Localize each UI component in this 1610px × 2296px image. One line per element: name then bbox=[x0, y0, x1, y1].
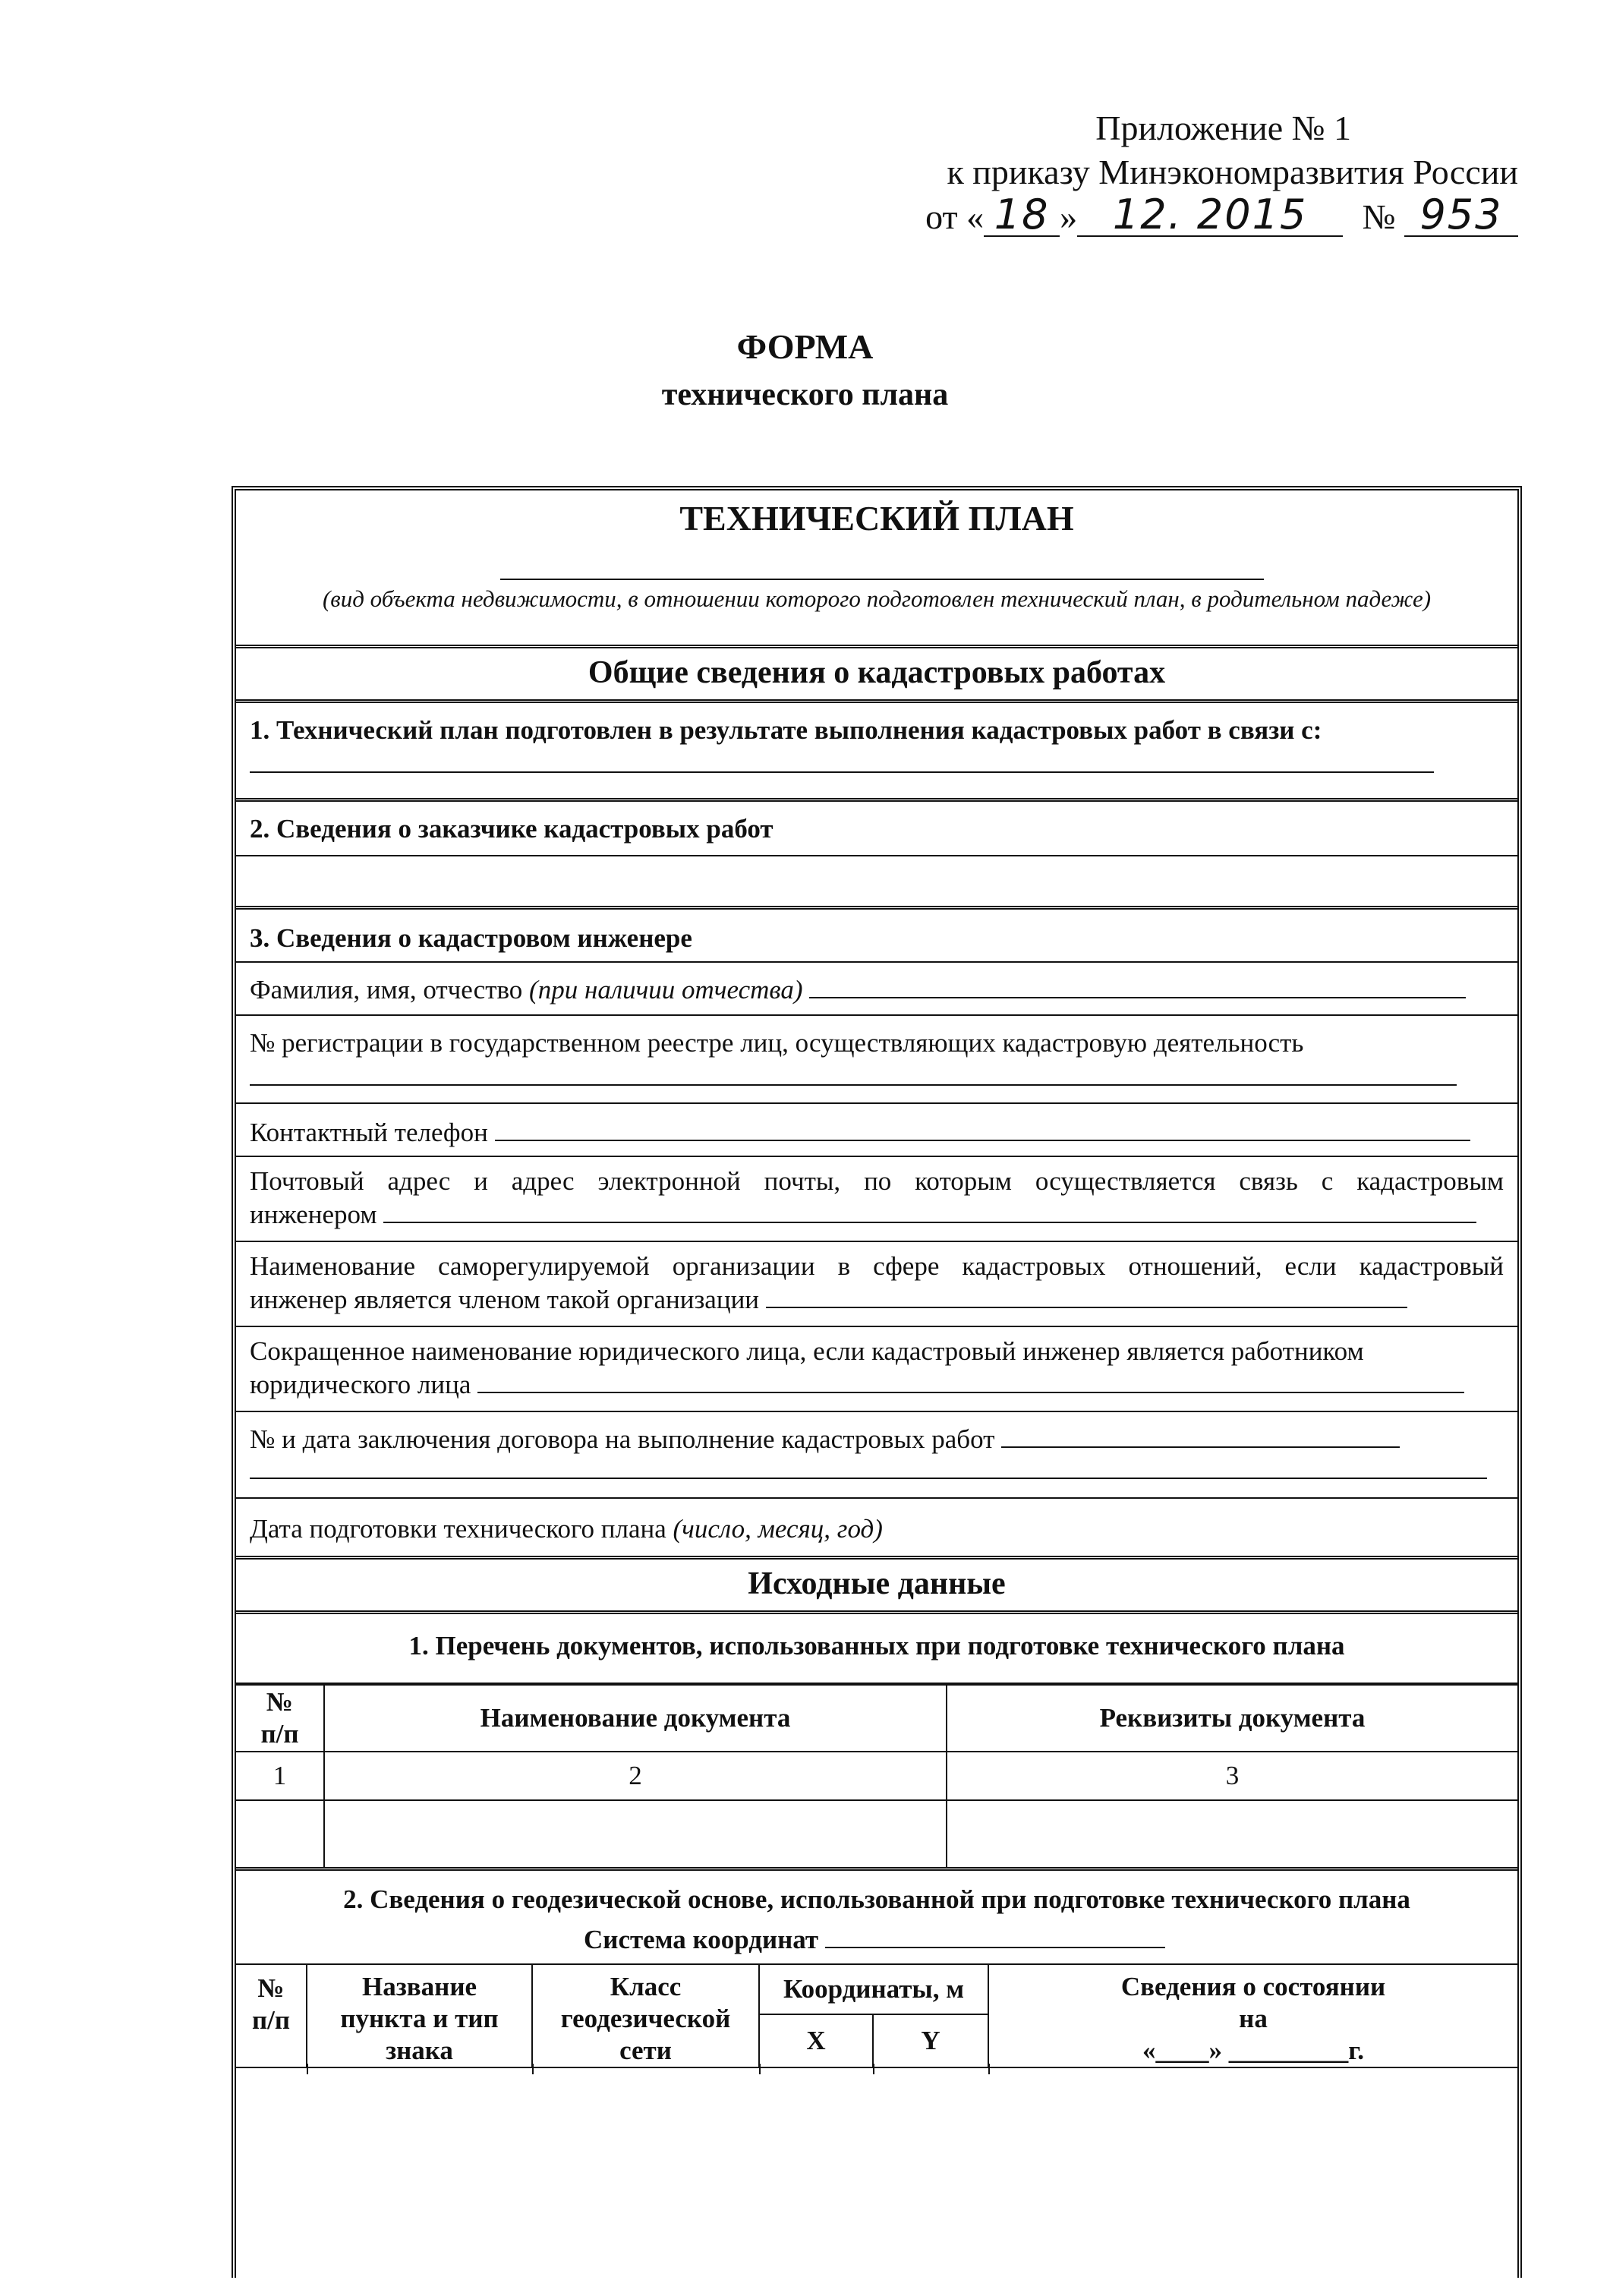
item-1-label: 1. Технический план подготовлен в результате выполнения кадастровых работ в связи с: bbox=[250, 715, 1322, 745]
geo-divider-4 bbox=[873, 2064, 874, 2074]
phone-label: Контактный телефон bbox=[250, 1118, 488, 1147]
item-2-header-row bbox=[236, 802, 1517, 856]
documents-header-row bbox=[236, 1685, 1517, 1752]
sro-line-2-wrap bbox=[250, 1283, 1504, 1317]
legal-line-1: Сокращенное наименование юридического лица, если кадастровый инженер является работником bbox=[250, 1336, 1364, 1366]
phone-row[interactable] bbox=[236, 1104, 1517, 1157]
sro-fill-line[interactable] bbox=[766, 1284, 1407, 1308]
geo-divider-5 bbox=[988, 2064, 990, 2074]
phone-text bbox=[250, 1116, 1504, 1150]
fio-label: Фамилия, имя, отчество bbox=[250, 975, 523, 1004]
reg-number-row[interactable] bbox=[236, 1016, 1517, 1104]
date-month-year-handwritten: 12. 2015 bbox=[1077, 194, 1343, 237]
geo-col-number-label: № п/п bbox=[251, 1973, 291, 2035]
postal-fill-line[interactable] bbox=[383, 1199, 1476, 1223]
doc-col-number-label: № п/п bbox=[260, 1687, 299, 1749]
general-heading-section bbox=[236, 648, 1517, 703]
geo-col-state-line-1: Сведения о состоянии bbox=[1120, 1972, 1386, 2001]
geo-col-x: X bbox=[759, 2014, 873, 2067]
documents-heading-row bbox=[236, 1614, 1517, 1684]
order-date-line bbox=[835, 191, 1518, 239]
postal-line-2: инженером bbox=[250, 1200, 377, 1229]
geo-col-number bbox=[236, 1964, 307, 2067]
geo-divider-1 bbox=[307, 2064, 308, 2074]
doc-num-1: 1 bbox=[236, 1752, 324, 1800]
date-mid: » bbox=[1060, 197, 1078, 236]
coord-system-line bbox=[584, 1924, 1165, 1955]
doc-empty-number[interactable] bbox=[236, 1800, 324, 1869]
geodetic-header-row-1 bbox=[236, 1964, 1517, 2014]
prep-date-text bbox=[250, 1512, 1504, 1546]
sro-row[interactable] bbox=[236, 1242, 1517, 1327]
technical-plan-form bbox=[232, 486, 1522, 2278]
item-1-section bbox=[236, 703, 1517, 802]
form-title: ФОРМА bbox=[736, 327, 874, 366]
geo-col-y: Y bbox=[873, 2014, 988, 2067]
item-3-header-row bbox=[236, 910, 1517, 963]
coord-system-fill-line[interactable] bbox=[825, 1924, 1165, 1948]
order-number-handwritten: 953 bbox=[1404, 194, 1518, 237]
geo-col-class: Класс геодезической сети bbox=[532, 1964, 759, 2067]
object-kind-line bbox=[500, 579, 1264, 580]
source-heading-section bbox=[236, 1560, 1517, 1614]
legal-line-2: юридического лица bbox=[250, 1370, 471, 1399]
item-2-value-row[interactable] bbox=[236, 856, 1517, 910]
approval-header bbox=[835, 106, 1518, 239]
doc-empty-name[interactable] bbox=[324, 1800, 947, 1869]
documents-empty-row[interactable] bbox=[236, 1800, 1517, 1869]
fio-row[interactable] bbox=[236, 963, 1517, 1016]
documents-number-row bbox=[236, 1752, 1517, 1800]
contract-row[interactable] bbox=[236, 1412, 1517, 1499]
legal-entity-row[interactable] bbox=[236, 1327, 1517, 1412]
contract-text bbox=[250, 1423, 1504, 1456]
appendix-label: Приложение № 1 bbox=[1095, 109, 1351, 147]
item-3-section bbox=[236, 910, 1517, 1314]
item-3-label: 3. Сведения о кадастровом инженере bbox=[250, 923, 692, 953]
geodetic-heading: 2. Сведения о геодезической основе, использованной при подготовке технического плана bbox=[343, 1884, 1410, 1914]
item-2-section bbox=[236, 802, 1517, 910]
phone-fill-line[interactable] bbox=[495, 1117, 1470, 1141]
date-day-handwritten: 18 bbox=[984, 194, 1060, 237]
fio-note: (при наличии отчества) bbox=[529, 975, 803, 1004]
order-reference: к приказу Минэкономразвития России bbox=[947, 153, 1518, 191]
plan-title: ТЕХНИЧЕСКИЙ ПЛАН bbox=[679, 499, 1074, 538]
item-2-label: 2. Сведения о заказчике кадастровых работ bbox=[250, 814, 773, 844]
legal-line-2-wrap bbox=[250, 1368, 1504, 1402]
geodetic-table bbox=[236, 1963, 1517, 2068]
fio-fill-line[interactable] bbox=[809, 974, 1466, 998]
number-label: № bbox=[1362, 197, 1396, 236]
date-prefix: от « bbox=[925, 197, 985, 236]
doc-num-2: 2 bbox=[324, 1752, 947, 1800]
plan-title-section bbox=[236, 490, 1517, 648]
geo-col-state-line-3: «____» _________г. bbox=[1142, 2036, 1364, 2065]
documents-section bbox=[236, 1614, 1517, 1871]
coord-system-label: Система координат bbox=[584, 1925, 819, 1954]
postal-row[interactable] bbox=[236, 1157, 1517, 1242]
legal-fill-line[interactable] bbox=[477, 1369, 1464, 1393]
object-kind-caption: (вид объекта недвижимости, в отношении которого подготовлен технический план, в родительном падеже) bbox=[322, 585, 1432, 612]
form-subtitle: технического плана bbox=[661, 377, 949, 412]
geo-col-state bbox=[988, 1964, 1517, 2067]
prep-date-label: Дата подготовки технического плана bbox=[250, 1514, 666, 1544]
geodetic-section bbox=[236, 1871, 1517, 2296]
reg-number-fill-line[interactable] bbox=[250, 1084, 1457, 1086]
contract-label: № и дата заключения договора на выполнение кадастровых работ bbox=[250, 1424, 995, 1454]
postal-line-1: Почтовый адрес и адрес электронной почты, по которым осуществляется связь с кадастровым bbox=[250, 1166, 1504, 1196]
general-heading: Общие сведения о кадастровых работах bbox=[588, 655, 1166, 690]
doc-empty-details[interactable] bbox=[947, 1800, 1517, 1869]
reg-number-label: № регистрации в государственном реестре лиц, осуществляющих кадастровую деятельность bbox=[250, 1028, 1304, 1058]
geo-divider-3 bbox=[759, 2064, 761, 2074]
doc-col-name: Наименование документа bbox=[324, 1685, 947, 1752]
doc-num-3: 3 bbox=[947, 1752, 1517, 1800]
documents-heading: 1. Перечень документов, использованных при подготовке технического плана bbox=[408, 1631, 1345, 1660]
geo-col-state-line-2: на bbox=[1239, 2004, 1268, 2033]
doc-col-number bbox=[236, 1685, 324, 1752]
fio-text bbox=[250, 973, 1504, 1007]
geo-col-coords: Координаты, м bbox=[759, 1964, 988, 2014]
contract-fill-line-2[interactable] bbox=[250, 1478, 1487, 1479]
doc-col-details: Реквизиты документа bbox=[947, 1685, 1517, 1752]
documents-table bbox=[236, 1684, 1517, 1869]
item-3-continued bbox=[236, 1327, 1517, 1585]
postal-line-2-wrap bbox=[250, 1198, 1504, 1232]
prep-date-note: (число, месяц, год) bbox=[673, 1514, 883, 1544]
prep-date-row[interactable] bbox=[236, 1499, 1517, 1560]
geo-col-name: Название пункта и тип знака bbox=[307, 1964, 532, 2067]
sro-line-1: Наименование саморегулируемой организации в сфере кадастровых отношений, если кадастровый bbox=[250, 1251, 1504, 1281]
item-1-fill-line[interactable] bbox=[250, 771, 1434, 773]
geo-divider-2 bbox=[532, 2064, 534, 2074]
source-heading: Исходные данные bbox=[748, 1566, 1006, 1601]
contract-fill-line[interactable] bbox=[1001, 1424, 1400, 1448]
sro-line-2: инженер является членом такой организации bbox=[250, 1285, 760, 1314]
